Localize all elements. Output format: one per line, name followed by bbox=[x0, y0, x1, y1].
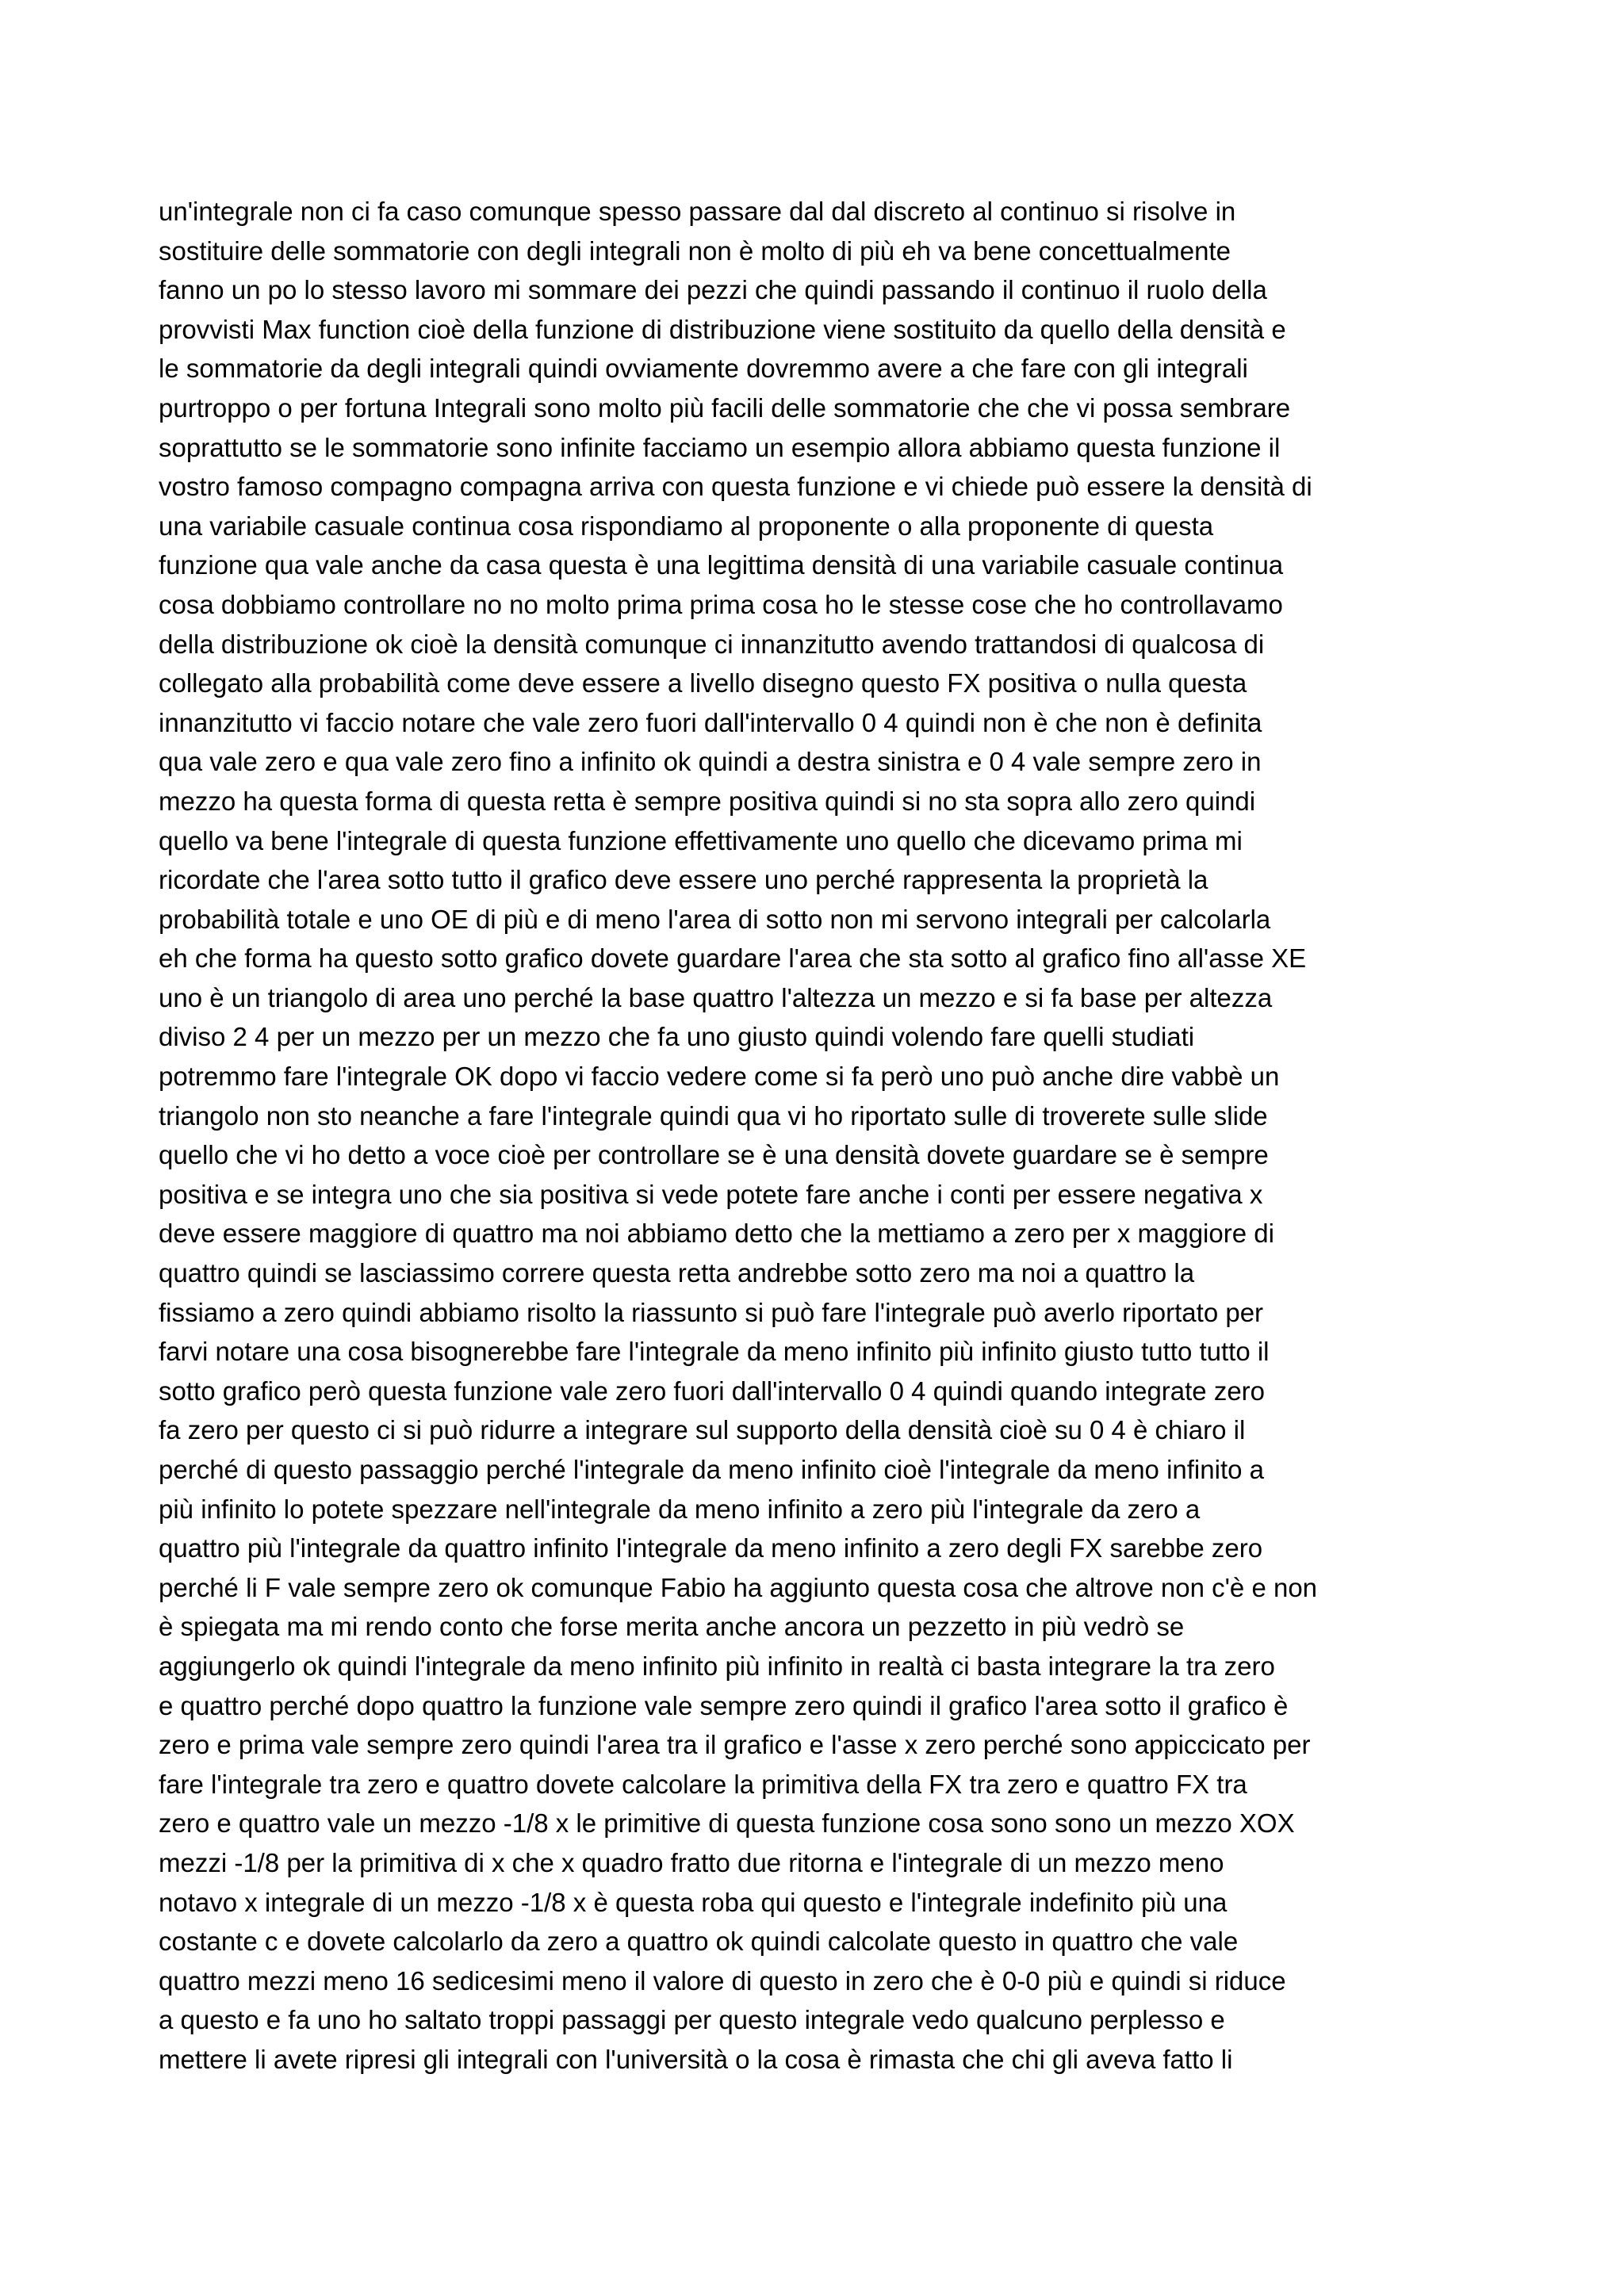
text-line: perché li F vale sempre zero ok comunque Fabio ha aggiunto questa cosa che altrove non c'è e non bbox=[159, 1572, 1318, 1602]
text-line: quello va bene l'integrale di questa funzione effettivamente uno quello che dicevamo prima mi bbox=[159, 825, 1243, 855]
text-line: quello che vi ho detto a voce cioè per controllare se è una densità dovete guardare se è sempre bbox=[159, 1140, 1269, 1170]
text-line: e quattro perché dopo quattro la funzione vale sempre zero quindi il grafico l'area sotto il grafico è bbox=[159, 1690, 1289, 1720]
text-line: zero e prima vale sempre zero quindi l'area tra il grafico e l'asse x zero perché sono appiccicato per bbox=[159, 1730, 1311, 1760]
text-line: le sommatorie da degli integrali quindi ovviamente dovremmo avere a che fare con gli integrali bbox=[159, 354, 1248, 384]
text-line: uno è un triangolo di area uno perché la base quattro l'altezza un mezzo e si fa base per altezza bbox=[159, 982, 1273, 1012]
text-line: quattro quindi se lasciassimo correre questa retta andrebbe sotto zero ma noi a quattro la bbox=[159, 1258, 1195, 1288]
text-line: potremmo fare l'integrale OK dopo vi faccio vedere come si fa però uno può anche dire vabbè un bbox=[159, 1062, 1280, 1092]
text-line: vostro famoso compagno compagna arriva con questa funzione e vi chiede può essere la densità di bbox=[159, 472, 1312, 502]
text-line: diviso 2 4 per un mezzo per un mezzo che fa uno giusto quindi volendo fare quelli studiati bbox=[159, 1022, 1195, 1052]
text-line: farvi notare una cosa bisognerebbe fare l'integrale da meno infinito più infinito giusto tutto tutto il bbox=[159, 1337, 1270, 1367]
text-line: sotto grafico però questa funzione vale zero fuori dall'intervallo 0 4 quindi quando integrate zero bbox=[159, 1376, 1266, 1406]
text-line: un'integrale non ci fa caso comunque spesso passare dal dal discreto al continuo si risolve in bbox=[159, 197, 1236, 226]
text-line: è spiegata ma mi rendo conto che forse merita anche ancora un pezzetto in più vedrò se bbox=[159, 1612, 1185, 1642]
text-line: qua vale zero e qua vale zero fino a infinito ok quindi a destra sinistra e 0 4 vale sempre zero in bbox=[159, 747, 1262, 777]
text-line: eh che forma ha questo sotto grafico dovete guardare l'area che sta sotto al grafico fino all'asse XE bbox=[159, 943, 1307, 974]
text-line: quattro mezzi meno 16 sedicesimi meno il valore di questo in zero che è 0-0 più e quindi si riduce bbox=[159, 1965, 1286, 1996]
text-line: ricordate che l'area sotto tutto il grafico deve essere uno perché rappresenta la proprietà la bbox=[159, 865, 1208, 895]
text-line: mezzo ha questa forma di questa retta è sempre positiva quindi si no sta sopra allo zero quindi bbox=[159, 786, 1256, 816]
text-line: una variabile casuale continua cosa rispondiamo al proponente o alla proponente di questa bbox=[159, 511, 1214, 541]
text-line: deve essere maggiore di quattro ma noi abbiamo detto che la mettiamo a zero per x maggiore di bbox=[159, 1219, 1274, 1249]
text-line: collegato alla probabilità come deve essere a livello disegno questo FX positiva o nulla questa bbox=[159, 668, 1247, 698]
text-line: zero e quattro vale un mezzo -1/8 x le primitive di questa funzione cosa sono sono un mezzo XOX bbox=[159, 1808, 1295, 1839]
text-line: a questo e fa uno ho saltato troppi passaggi per questo integrale vedo qualcuno perplesso e bbox=[159, 2005, 1225, 2035]
text-line: triangolo non sto neanche a fare l'integrale quindi qua vi ho riportato sulle di troverete sulle slide bbox=[159, 1100, 1268, 1131]
text-line: mettere li avete ripresi gli integrali con l'università o la cosa è rimasta che chi gli aveva fatto li bbox=[159, 2044, 1233, 2074]
text-line: innanzitutto vi faccio notare che vale zero fuori dall'intervallo 0 4 quindi non è che non è definita bbox=[159, 707, 1262, 737]
text-line: della distribuzione ok cioè la densità comunque ci innanzitutto avendo trattandosi di qualcosa di bbox=[159, 629, 1265, 659]
text-line: quattro più l'integrale da quattro infinito l'integrale da meno infinito a zero degli FX sarebbe zero bbox=[159, 1533, 1263, 1563]
text-line: fanno un po lo stesso lavoro mi sommare dei pezzi che quindi passando il continuo il ruolo della bbox=[159, 275, 1267, 305]
text-line: aggiungerlo ok quindi l'integrale da meno infinito più infinito in realtà ci basta integrare la tra zero bbox=[159, 1651, 1275, 1681]
text-line: mezzi -1/8 per la primitiva di x che x quadro fratto due ritorna e l'integrale di un mezzo meno bbox=[159, 1847, 1224, 1877]
text-line: funzione qua vale anche da casa questa è una legittima densità di una variabile casuale continua bbox=[159, 550, 1284, 580]
transcript-text bbox=[159, 192, 1499, 2080]
text-line: positiva e se integra uno che sia positiva si vede potete fare anche i conti per essere negativa x bbox=[159, 1179, 1263, 1209]
text-line: fissiamo a zero quindi abbiamo risolto la riassunto si può fare l'integrale può averlo riportato per bbox=[159, 1297, 1264, 1327]
text-line: probabilità totale e uno OE di più e di meno l'area di sotto non mi servono integrali per calcolarla bbox=[159, 904, 1271, 934]
text-line: soprattutto se le sommatorie sono infinite facciamo un esempio allora abbiamo questa funzione il bbox=[159, 432, 1281, 462]
text-line: più infinito lo potete spezzare nell'integrale da meno infinito a zero più l'integrale da zero a bbox=[159, 1494, 1201, 1524]
text-line: notavo x integrale di un mezzo -1/8 x è questa roba qui questo e l'integrale indefinito più una bbox=[159, 1887, 1228, 1917]
text-line: fare l'integrale tra zero e quattro dovete calcolare la primitiva della FX tra zero e quattro FX tra bbox=[159, 1769, 1247, 1799]
text-line: perché di questo passaggio perché l'integrale da meno infinito cioè l'integrale da meno infinito a bbox=[159, 1455, 1264, 1484]
text-line: provvisti Max function cioè della funzione di distribuzione viene sostituito da quello della densità e bbox=[159, 314, 1286, 344]
text-line: sostituire delle sommatorie con degli integrali non è molto di più eh va bene concettualmente bbox=[159, 235, 1231, 266]
text-line: fa zero per questo ci si può ridurre a integrare sul supporto della densità cioè su 0 4 è chiaro il bbox=[159, 1415, 1246, 1445]
text-line: purtroppo o per fortuna Integrali sono molto più facili delle sommatorie che che vi possa sembrare bbox=[159, 392, 1291, 423]
text-line: cosa dobbiamo controllare no no molto prima prima cosa ho le stesse cose che ho controllavamo bbox=[159, 589, 1283, 619]
text-line: costante c e dovete calcolarlo da zero a quattro ok quindi calcolate questo in quattro che vale bbox=[159, 1927, 1239, 1957]
